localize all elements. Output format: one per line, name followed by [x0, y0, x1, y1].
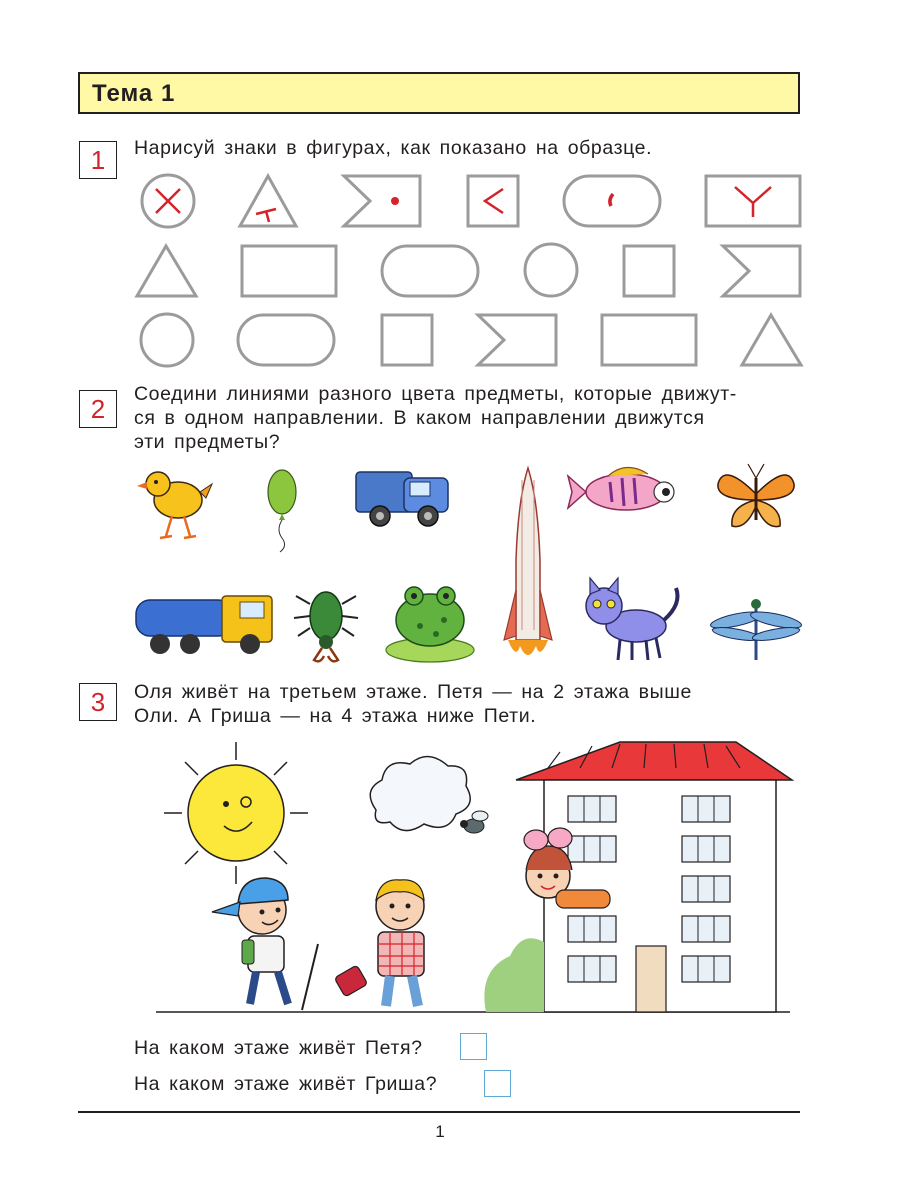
question-grisha [134, 1073, 437, 1096]
question-petya [134, 1037, 423, 1060]
footer-divider [78, 1111, 800, 1113]
task-2-line-3: эти предметы? [134, 431, 281, 453]
bush-icon [484, 938, 544, 1012]
task-2-line-1: Соедини линиями разного цвета предметы, которые движут- [134, 383, 737, 405]
task-3-line-2: Оли. А Гриша — на 4 этажа ниже Пети. [134, 705, 537, 727]
answer-box-petya[interactable] [460, 1033, 487, 1060]
answer-box-grisha[interactable] [484, 1070, 511, 1097]
boy-with-bag [334, 880, 424, 1006]
question-petya-text: На каком этаже живёт Петя? [134, 1037, 423, 1059]
boy-with-cap [212, 878, 318, 1010]
task-2-number: 2 [79, 390, 117, 428]
sun-icon [164, 742, 308, 884]
topic-title: Тема 1 [92, 80, 176, 107]
question-grisha-text: На каком этаже живёт Гриша? [134, 1073, 438, 1095]
cloud-icon [370, 756, 470, 830]
task-3-line-1: Оля живёт на третьем этаже. Петя — на 2 этажа выше [134, 681, 692, 703]
task-3-number: 3 [79, 683, 117, 721]
task-1-text: Нарисуй знаки в фигурах, как показано на образце. [134, 137, 653, 159]
page-number: 1 [435, 1122, 445, 1141]
fly-icon [460, 811, 488, 833]
task-1-number: 1 [79, 141, 117, 179]
task-2-line-2: ся в одном направлении. В каком направлении движутся [134, 407, 705, 429]
